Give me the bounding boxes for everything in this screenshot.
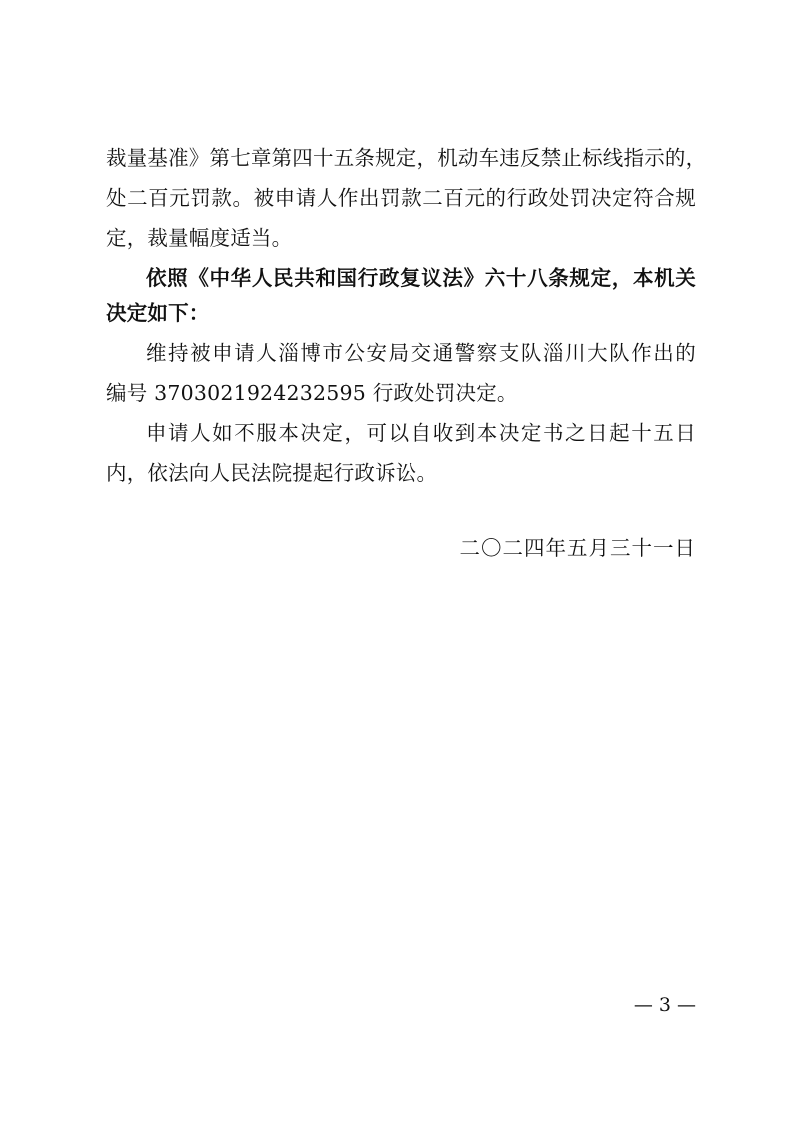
paragraph-4-line-2: 内，依法向人民法院提起行政诉讼。 xyxy=(106,461,438,485)
page-number: — 3 — xyxy=(633,994,696,1016)
paragraph-1-line-3: 定，裁量幅度适当。 xyxy=(106,226,293,250)
document-date: 二〇二四年五月三十一日 xyxy=(459,536,696,560)
paragraph-3-line-1: 维持被申请人淄博市公安局交通警察支队淄川大队作出的 xyxy=(146,341,696,365)
paragraph-2-line-1: 依照《中华人民共和国行政复议法》六十八条规定，本机关 xyxy=(146,266,696,290)
paragraph-2-line-2: 决定如下： xyxy=(106,301,210,325)
paragraph-1-line-2: 处二百元罚款。被申请人作出罚款二百元的行政处罚决定符合规 xyxy=(106,186,696,210)
paragraph-1-line-1: 裁量基准》第七章第四十五条规定，机动车违反禁止标线指示的， xyxy=(106,146,707,170)
paragraph-4-line-1: 申请人如不服本决定，可以自收到本决定书之日起十五日 xyxy=(146,421,696,445)
paragraph-3-line-2: 编号 3703021924232595 行政处罚决定。 xyxy=(106,381,518,405)
